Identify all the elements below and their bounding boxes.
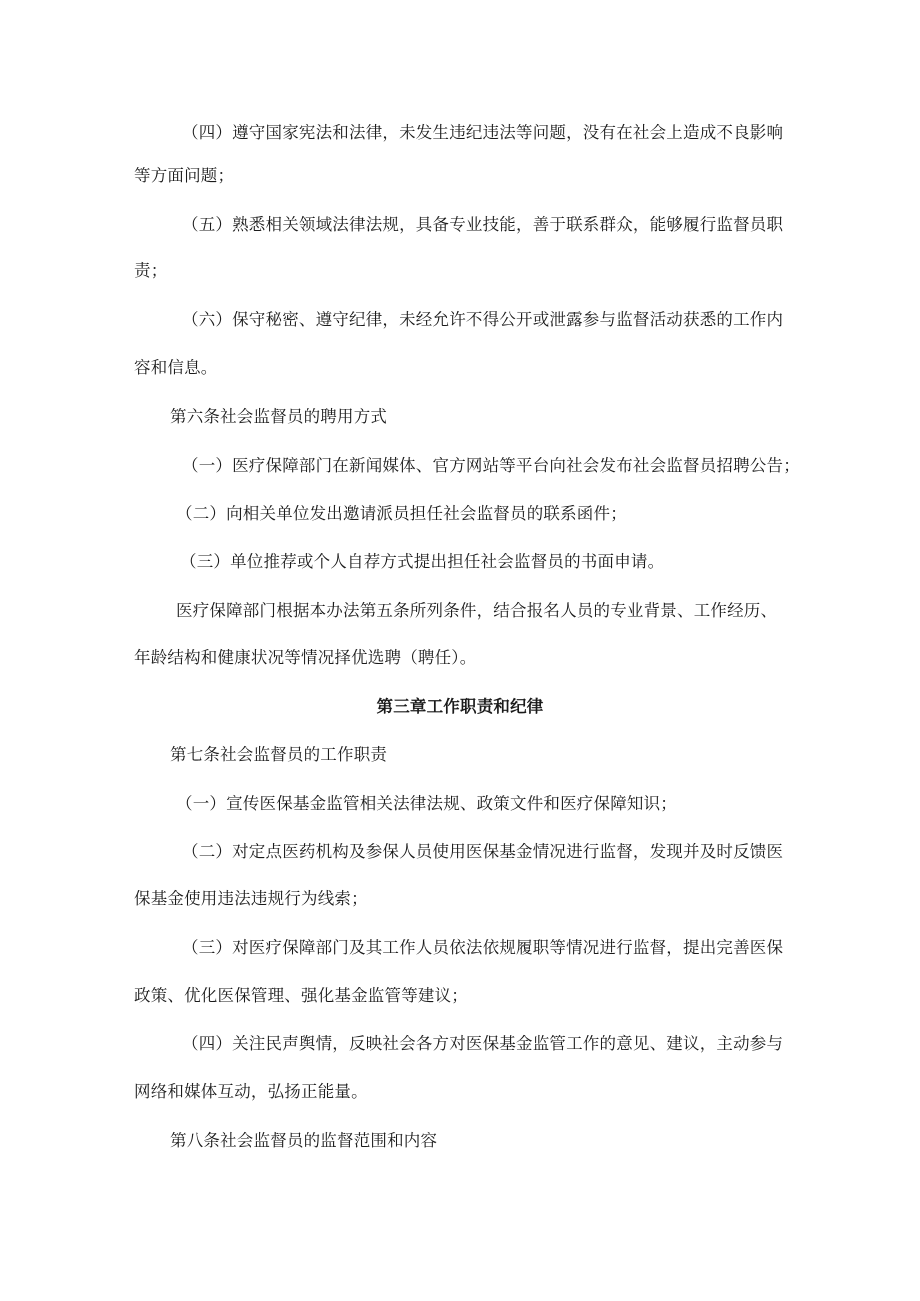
paragraph-line: 政策、优化医保管理、强化基金监管等建议； xyxy=(134,986,468,1005)
paragraph-line: 保基金使用违法违规行为线索； xyxy=(134,889,368,908)
chapter-heading: 第三章工作职责和纪律 xyxy=(376,697,544,716)
article-title: 第六条社会监督员的聘用方式 xyxy=(170,407,388,426)
paragraph-line: （三）对医疗保障部门及其工作人员依法依规履职等情况进行监督，提出完善医保 xyxy=(182,938,784,957)
paragraph-line: 医疗保障部门根据本办法第五条所列条件，结合报名人员的专业背景、工作经历、 xyxy=(176,601,778,620)
paragraph-line: （三）单位推荐或个人自荐方式提出担任社会监督员的书面申请。 xyxy=(180,552,665,571)
paragraph-line: 等方面问题； xyxy=(134,166,235,185)
paragraph-line: 网络和媒体互动，弘扬正能量。 xyxy=(134,1082,368,1101)
paragraph-line: （二）向相关单位发出邀请派员担任社会监督员的联系函件； xyxy=(176,504,627,523)
paragraph-line: （四）关注民声舆情，反映社会各方对医保基金监管工作的意见、建议，主动参与 xyxy=(182,1034,784,1053)
paragraph-line: （二）对定点医药机构及参保人员使用医保基金情况进行监督，发现并及时反馈医 xyxy=(182,842,784,861)
paragraph-line: 责； xyxy=(134,261,168,280)
paragraph-line: （一）医疗保障部门在新闻媒体、官方网站等平台向社会发布社会监督员招聘公告； xyxy=(182,456,800,475)
paragraph-line: （一）宣传医保基金监管相关法律法规、政策文件和医疗保障知识； xyxy=(176,794,677,813)
article-title: 第八条社会监督员的监督范围和内容 xyxy=(170,1131,438,1150)
paragraph-line: 年龄结构和健康状况等情况择优选聘（聘任）。 xyxy=(134,648,477,667)
paragraph-line: （六）保守秘密、遵守纪律，未经允许不得公开或泄露参与监督活动获悉的工作内 xyxy=(182,310,784,329)
paragraph-line: （四）遵守国家宪法和法律，未发生违纪违法等问题，没有在社会上造成不良影响 xyxy=(182,123,784,142)
paragraph-line: （五）熟悉相关领域法律法规，具备专业技能，善于联系群众，能够履行监督员职 xyxy=(182,215,784,234)
article-title: 第七条社会监督员的工作职责 xyxy=(170,745,388,764)
paragraph-line: 容和信息。 xyxy=(134,358,218,377)
